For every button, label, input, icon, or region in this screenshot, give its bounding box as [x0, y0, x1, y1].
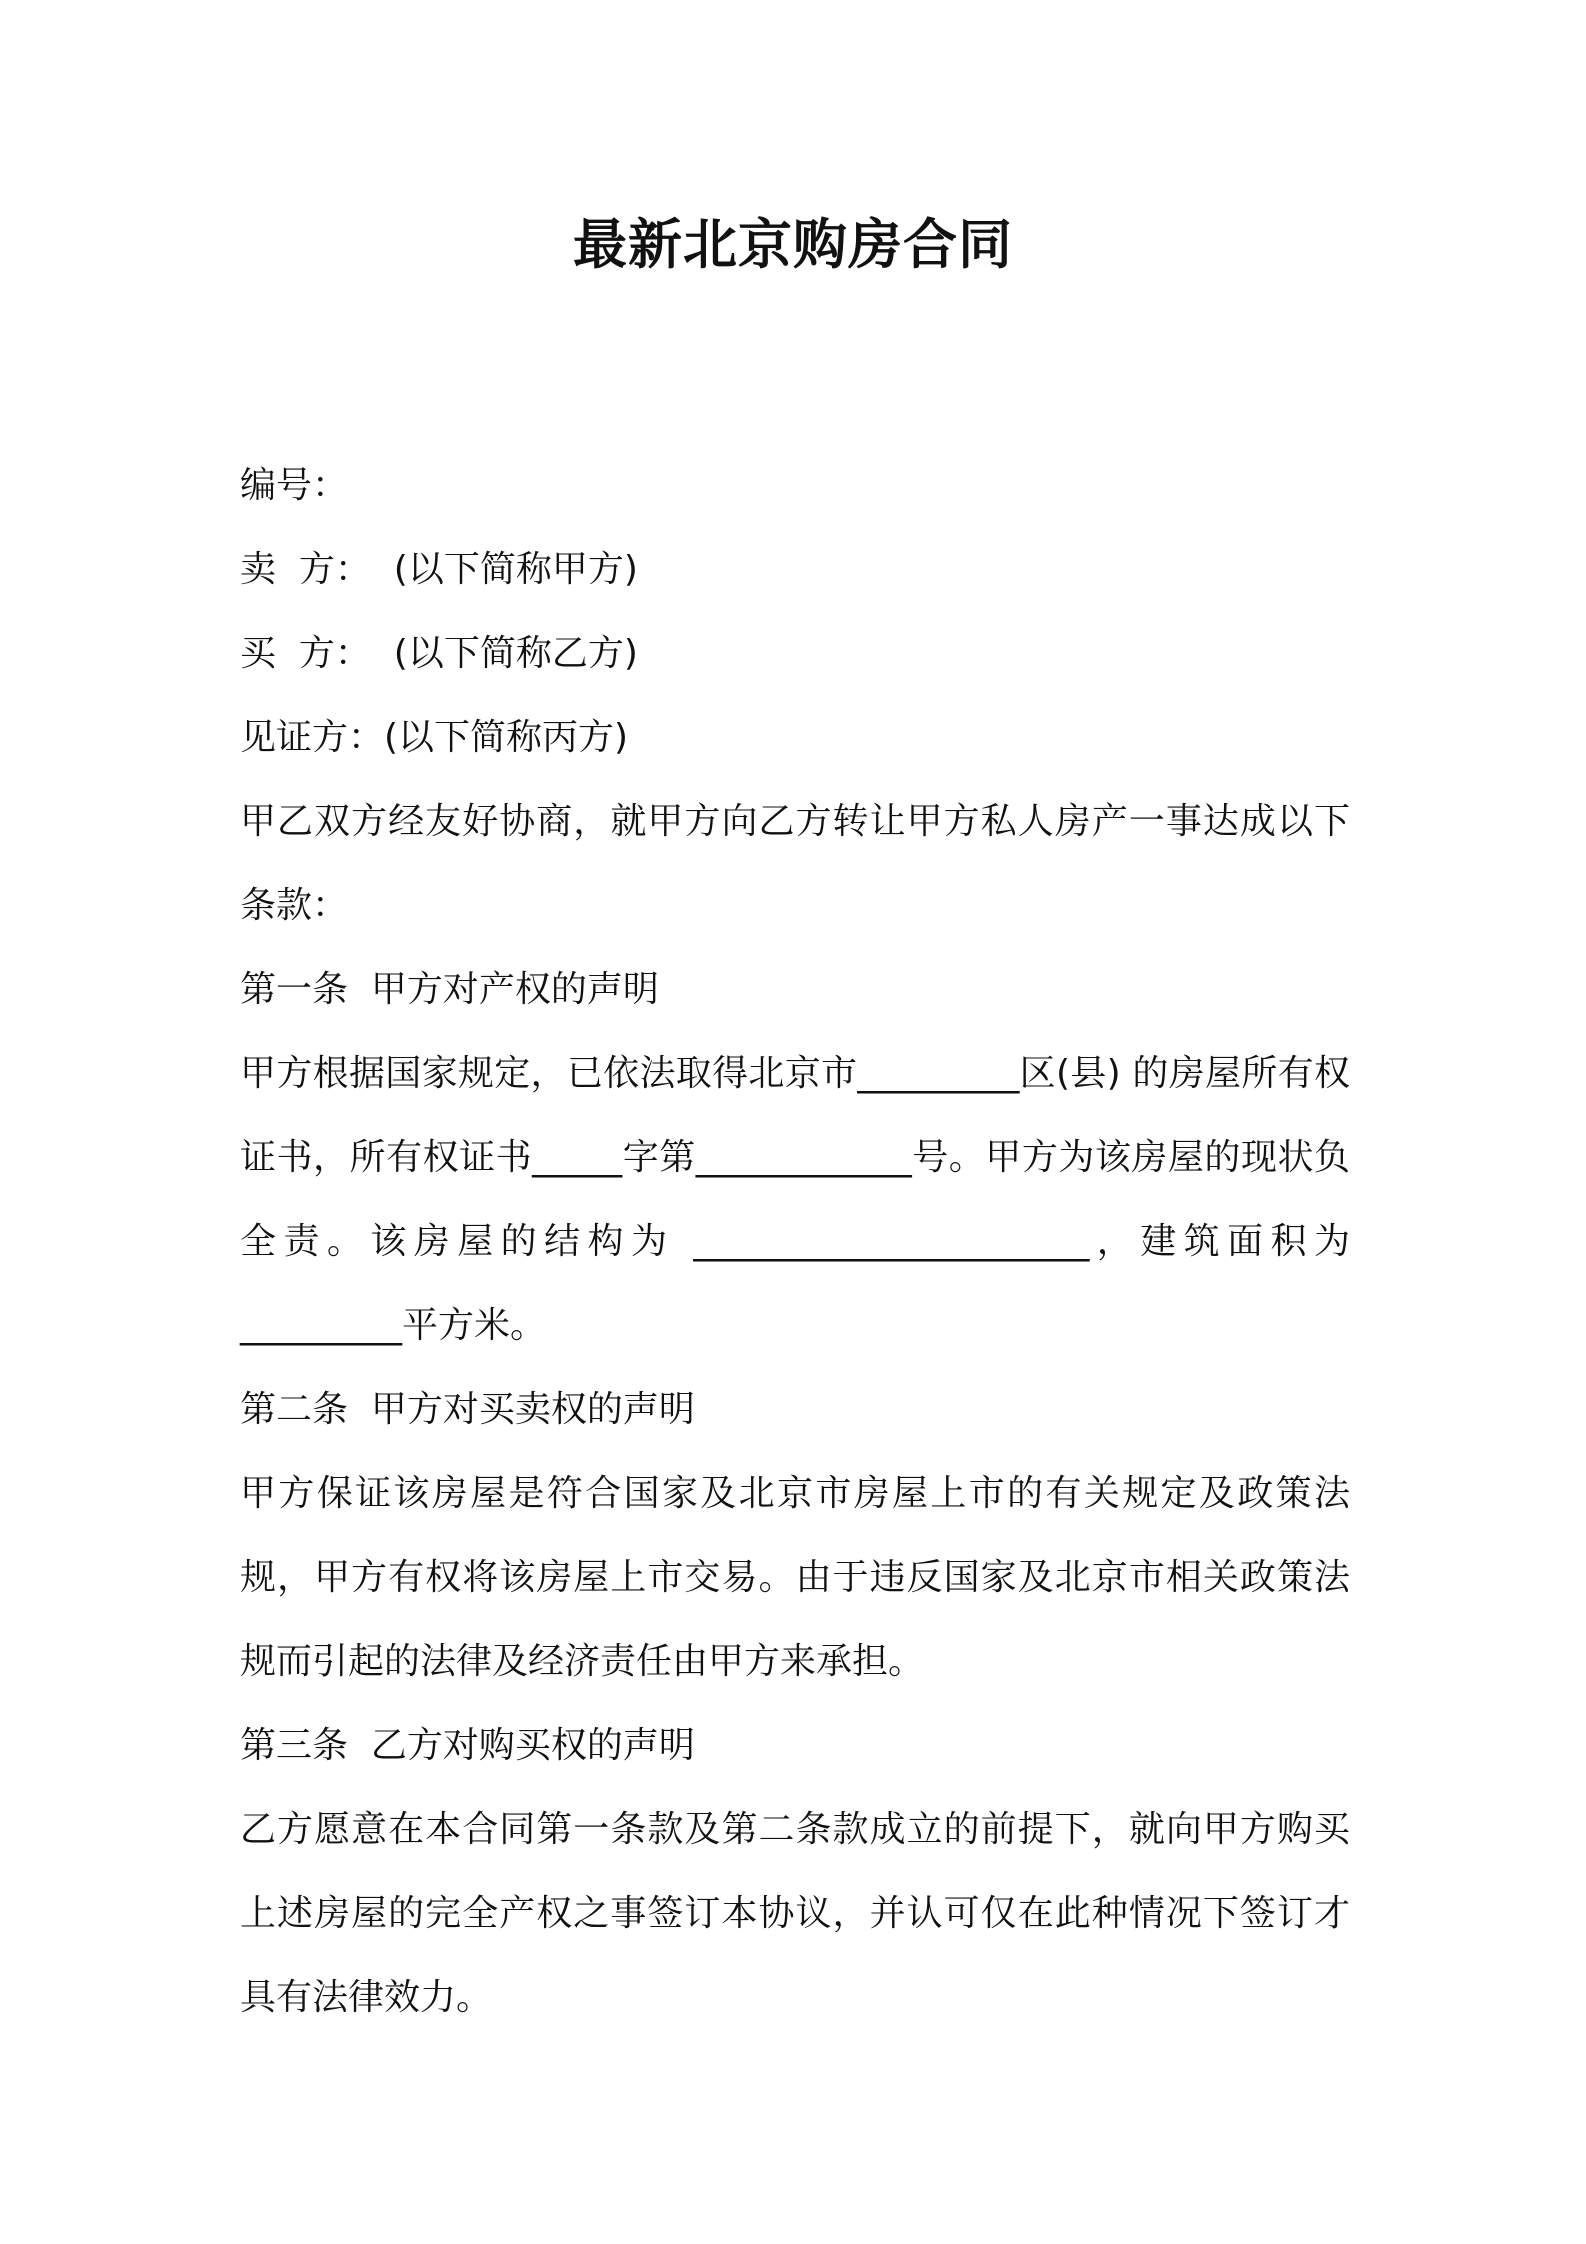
article-2-heading: 第二条 甲方对买卖权的声明 [240, 1389, 695, 1430]
article-2-body: 甲方保证该房屋是符合国家及北京市房屋上市的有关规定及政策法规，甲方有权将该房屋上市交易。由于违反国家及北京市相关政策法规而引起的法律及经济责任由甲方来承担。 [240, 1473, 1350, 1682]
buyer-line: 买 方： (以下简称乙方) [240, 633, 638, 674]
article-3-heading: 第三条 乙方对购买权的声明 [240, 1725, 695, 1766]
document-body [240, 444, 1350, 2040]
witness-line: 见证方：(以下简称丙方) [240, 717, 629, 758]
seller-line: 卖 方： (以下简称甲方) [240, 549, 638, 590]
article-3-body: 乙方愿意在本合同第一条款及第二条款成立的前提下，就向甲方购买上述房屋的完全产权之事签订本协议，并认可仅在此种情况下签订才具有法律效力。 [240, 1809, 1350, 2018]
intro-paragraph: 甲乙双方经友好协商，就甲方向乙方转让甲方私人房产一事达成以下条款： [240, 801, 1350, 926]
document-title: 最新北京购房合同 [573, 213, 1013, 276]
article-1-heading: 第一条 甲方对产权的声明 [240, 969, 659, 1010]
serial-number-line: 编号： [240, 465, 349, 506]
article-1-body: 甲方根据国家规定，已依法取得北京市_________区(县) 的房屋所有权证书，所有权证书_____字第____________号。甲方为该房屋的现状负全责。该房屋的结构为 ______________________，建筑面积为_________平方米。 [240, 1053, 1350, 1346]
